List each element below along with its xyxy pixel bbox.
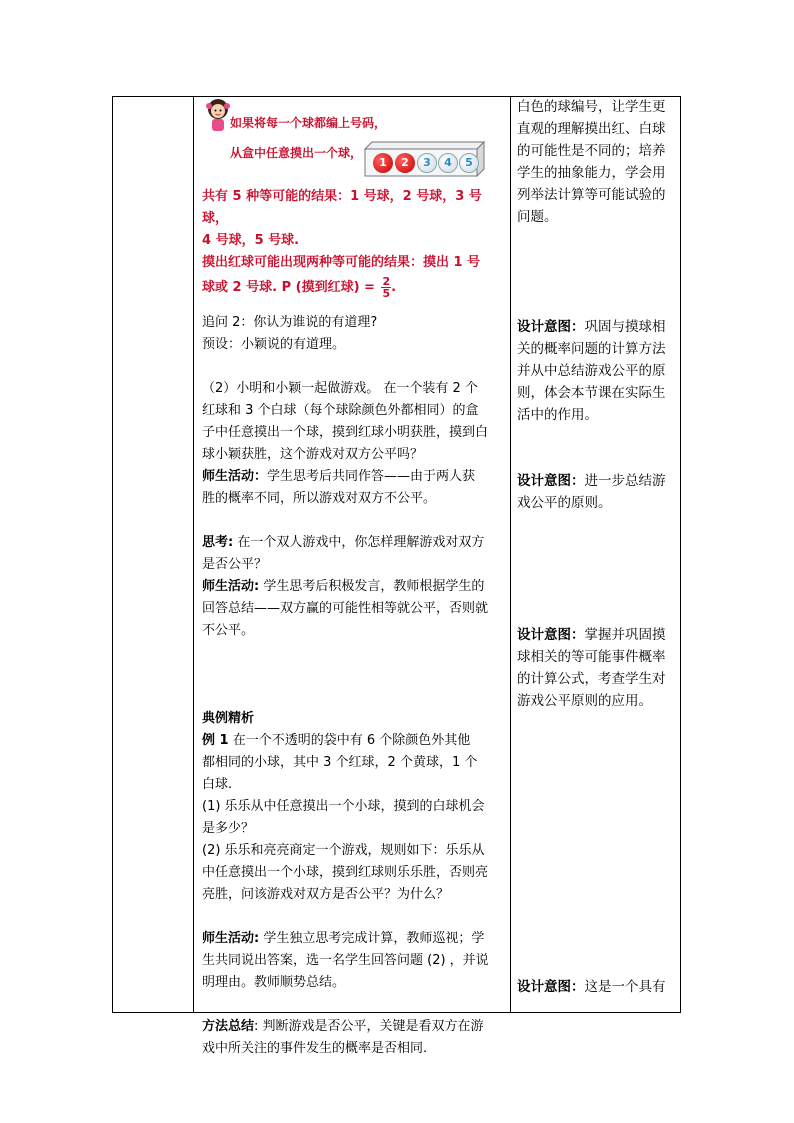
example-heading: 典例精析 <box>202 711 255 726</box>
follow-up-question-2: 追问 2：你认为谁说的有道理? <box>202 315 378 330</box>
question-2-line-3: 子中任意摸出一个球，摸到红球小明获胜，摸到白 <box>202 425 489 440</box>
method-line-1 <box>202 1016 507 1038</box>
question-2-line-4: 球小颖获胜，这个游戏对双方公平吗？ <box>202 447 424 462</box>
example-q2-line-1: (2) 乐乐和亮亮商定一个游戏，规则如下：乐乐从 <box>202 843 485 858</box>
example-line-1 <box>202 730 507 752</box>
example-line-3: 白球. <box>202 777 233 792</box>
ball-1: 1 <box>373 153 393 173</box>
red-ball-line-2-text: 球或 2 号球. <box>202 280 278 295</box>
method-label: 方法总结 <box>202 1019 255 1034</box>
activity3-line-1 <box>202 928 507 950</box>
design-intent-column <box>517 96 677 998</box>
intent-4-line-3: 的计算公式，考查学生对 <box>517 671 666 687</box>
ball-3: 3 <box>417 153 437 173</box>
example-q1-line-2: 是多少？ <box>202 821 255 836</box>
intent-2-line-3: 并从中总结游戏公平的原 <box>517 363 666 379</box>
activity2-line-2: 回答总结——双方赢的可能性相等就公平，否则就 <box>202 601 489 616</box>
intent-5-line-1 <box>517 976 677 998</box>
example-label: 例 1 <box>202 733 229 748</box>
think-line-1 <box>202 532 507 554</box>
activity2-line-3: 不公平。 <box>202 623 255 638</box>
intent-1-line-5: 列举法计算等可能试验的 <box>517 187 666 203</box>
table-divider-2 <box>510 96 511 1013</box>
table-border-left <box>112 96 113 1013</box>
intent-1-line-2: 直观的理解摸出红、白球 <box>517 121 666 137</box>
activity-line-1 <box>202 466 507 488</box>
example-q1-line-1: (1) 乐乐从中任意摸出一个小球，摸到的白球机会 <box>202 799 485 814</box>
activity-text-1: 学生思考后共同作答——由于两人获 <box>267 469 476 484</box>
activity2-label: 师生活动: <box>202 579 260 594</box>
intent-5-text-1: 这是一个具有 <box>584 979 666 995</box>
intent-1-line-3: 的可能性是不同的；培养 <box>517 143 666 159</box>
illustration-line-1: 如果将每一个球都编上号码， <box>230 116 387 130</box>
intent-2-line-2: 关的概率问题的计算方法 <box>517 341 666 357</box>
intent-1-line-1: 白色的球编号，让学生更 <box>517 99 666 115</box>
ball-box-illustration <box>202 96 507 186</box>
table-border-right <box>680 96 681 1013</box>
intent-2-label: 设计意图： <box>517 319 585 335</box>
intent-4-line-4: 游戏公平原则的应用。 <box>517 693 652 709</box>
think-label: 思考: <box>202 535 234 550</box>
example-text-1: 在一个不透明的袋中有 6 个除颜色外其他 <box>228 733 471 748</box>
ball-2: 2 <box>395 153 415 173</box>
probability-end: . <box>391 280 397 295</box>
intent-4-text-1: 掌握并巩固摸 <box>584 627 666 643</box>
intent-4-line-1 <box>517 624 677 646</box>
think-text-1: 在一个双人游戏中，你怎样理解游戏对双方 <box>233 535 485 550</box>
probability-numerator: 2 <box>382 275 391 288</box>
girl-cartoon-icon <box>204 98 232 134</box>
activity-line-2: 胜的概率不同，所以游戏对双方不公平。 <box>202 491 437 506</box>
intent-4-label: 设计意图： <box>517 627 585 643</box>
think-line-2: 是否公平？ <box>202 557 268 572</box>
question-2-line-1: （2）小明和小颖一起做游戏。 在一个装有 2 个 <box>202 381 478 396</box>
probability-label: P (摸到红球) = <box>281 280 375 295</box>
activity3-text-1: 学生独立思考完成计算，教师巡视；学 <box>259 931 485 946</box>
example-q2-line-3: 亮胜，问该游戏对双方是否公平？为什么？ <box>202 887 450 902</box>
method-line-2: 戏中所关注的事件发生的概率是否相同. <box>202 1041 428 1056</box>
method-text-1: : 判断游戏是否公平，关键是看双方在游 <box>254 1019 484 1034</box>
intent-2-text-1: 巩固与摸球相 <box>584 319 666 335</box>
result-line-1: 共有 5 种等可能的结果：1 号球，2 号球，3 号球， <box>202 189 482 226</box>
example-line-2: 都相同的小球，其中 3 个红球，2 个黄球，1 个 <box>202 755 478 770</box>
ball-5: 5 <box>459 153 479 173</box>
table-divider-1 <box>193 96 194 1013</box>
teaching-process-column <box>202 96 507 1060</box>
result-line-2: 4 号球，5 号球. <box>202 233 300 248</box>
red-ball-line-1: 摸出红球可能出现两种等可能的结果：摸出 1 号 <box>202 255 481 270</box>
activity3-line-2: 生共同说出答案，选一名学生回答问题 (2) ，并说 <box>202 953 489 968</box>
intent-1-line-4: 学生的抽象能力，学会用 <box>517 165 666 181</box>
intent-5-label: 设计意图： <box>517 979 585 995</box>
activity3-label: 师生活动: <box>202 931 260 946</box>
ball-box <box>364 141 484 175</box>
intent-3-line-2: 戏公平的原则。 <box>517 495 612 511</box>
intent-1-line-6: 问题。 <box>517 209 558 225</box>
intent-2-line-1 <box>517 316 677 338</box>
red-ball-line-2 <box>202 274 507 302</box>
ball-4: 4 <box>438 153 458 173</box>
intent-2-line-5: 活中的作用。 <box>517 407 598 423</box>
intent-2-line-4: 则，体会本节课在实际生 <box>517 385 666 401</box>
example-q2-line-2: 中任意摸出一个小球，摸到红球则乐乐胜，否则亮 <box>202 865 489 880</box>
illustration-line-2: 从盒中任意摸出一个球， <box>230 146 363 160</box>
probability-fraction <box>381 276 391 299</box>
activity2-text-1: 学生思考后积极发言，教师根据学生的 <box>259 579 485 594</box>
activity-label: 师生活动： <box>202 469 268 484</box>
activity2-line-1 <box>202 576 507 598</box>
intent-3-label: 设计意图： <box>517 473 585 489</box>
preset-answer: 预设：小颖说的有道理。 <box>202 337 346 352</box>
intent-4-line-2: 球相关的等可能事件概率 <box>517 649 666 665</box>
intent-3-text-1: 进一步总结游 <box>584 473 666 489</box>
activity3-line-3: 明理由。教师顺势总结。 <box>202 975 346 990</box>
question-2-line-2: 红球和 3 个白球（每个球除颜色外都相同）的盒 <box>202 403 479 418</box>
intent-3-line-1 <box>517 470 677 492</box>
probability-denominator: 5 <box>382 287 391 300</box>
